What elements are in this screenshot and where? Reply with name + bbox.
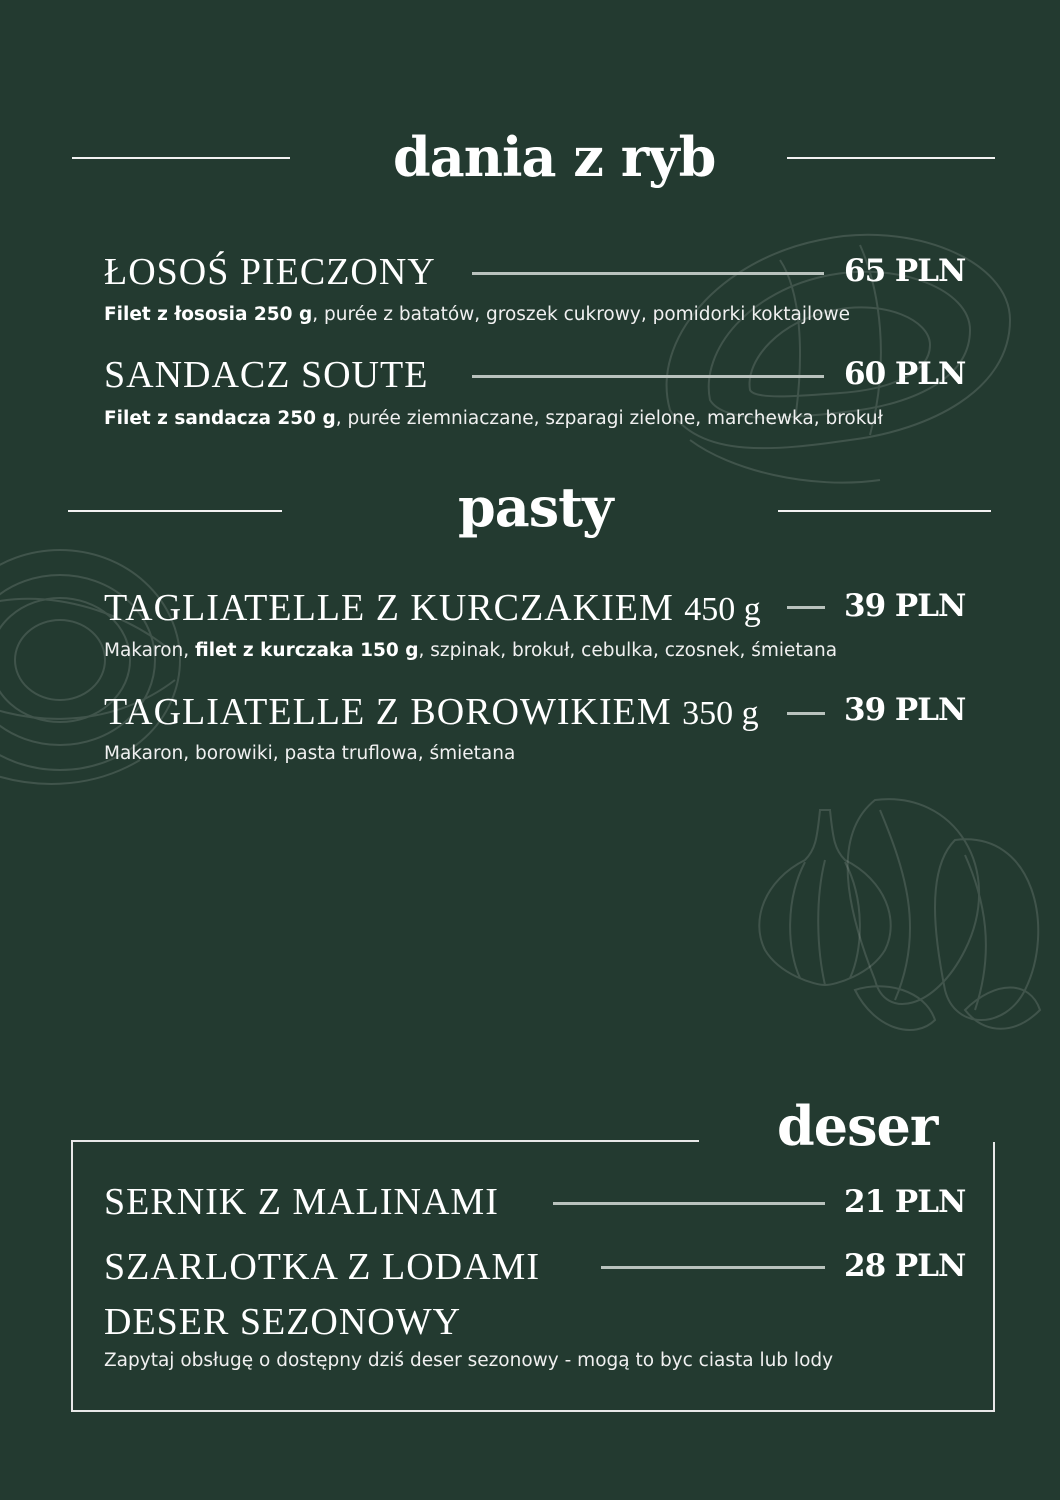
section-title-fish: dania z ryb	[393, 125, 716, 189]
menu-item-description: Zapytaj obsługę o dostępny dziś deser sezonowy - mogą to byc ciasta lub lody	[104, 1350, 834, 1371]
pasta-nest-icon	[0, 520, 200, 810]
title-rule-left	[68, 510, 282, 512]
price-leader-line	[601, 1266, 825, 1269]
description-text: , szpinak, brokuł, cebulka, czosnek, śmietana	[418, 640, 838, 661]
menu-item-title: TAGLIATELLE Z KURCZAKIEM	[104, 587, 674, 629]
description-text: Makaron,	[104, 640, 196, 661]
menu-item-title: TAGLIATELLE Z BOROWIKIEM	[104, 691, 672, 733]
section-title-pasta: pasty	[458, 475, 613, 539]
menu-item-name: SANDACZ SOUTE	[104, 354, 429, 396]
menu-item-price: 21 PLN	[844, 1184, 966, 1220]
description-text: , purée ziemniaczane, szparagi zielone, marchewka, brokuł	[335, 408, 883, 429]
price-leader-line	[472, 272, 824, 275]
menu-item-weight: 450 g	[684, 591, 761, 628]
menu-item-weight: 350 g	[682, 695, 759, 732]
menu-item-name: SZARLOTKA Z LODAMI	[104, 1246, 540, 1288]
menu-item-name: SERNIK Z MALINAMI	[104, 1181, 499, 1223]
dessert-frame-top	[71, 1140, 699, 1142]
price-leader-line	[787, 606, 825, 609]
title-rule-right	[778, 510, 991, 512]
dessert-frame-left	[71, 1140, 73, 1412]
dessert-frame-right	[993, 1142, 995, 1412]
menu-item-description	[104, 410, 883, 429]
menu-item-description	[104, 306, 850, 325]
title-rule-right	[787, 157, 995, 159]
description-text: , purée z batatów, groszek cukrowy, pomidorki koktajlowe	[312, 304, 850, 325]
description-highlight: filet z kurczaka 150 g	[195, 640, 419, 661]
section-title-dessert: deser	[777, 1094, 938, 1158]
title-rule-left	[72, 157, 290, 159]
menu-item-price: 65 PLN	[844, 253, 966, 289]
menu-item-name: ŁOSOŚ PIECZONY	[104, 251, 436, 293]
dessert-frame-bottom	[71, 1410, 995, 1412]
spinach-leaves-icon	[815, 780, 1055, 1060]
menu-item-price: 60 PLN	[844, 356, 966, 392]
menu-item-description: Makaron, borowiki, pasta truflowa, śmietana	[104, 743, 516, 764]
price-leader-line	[553, 1202, 825, 1205]
price-leader-line	[787, 712, 825, 715]
menu-item-description	[104, 642, 837, 661]
menu-item-price: 28 PLN	[844, 1248, 966, 1284]
salmon-steak-icon	[630, 200, 1030, 500]
menu-item-name: DESER SEZONOWY	[104, 1301, 462, 1343]
description-highlight: Filet z sandacza 250 g	[104, 408, 336, 429]
description-highlight: Filet z łososia 250 g	[104, 304, 313, 325]
menu-item-price: 39 PLN	[844, 588, 966, 624]
menu-item-price: 39 PLN	[844, 692, 966, 728]
menu-item-name	[104, 589, 761, 627]
price-leader-line	[472, 375, 824, 378]
menu-item-name	[104, 693, 759, 731]
